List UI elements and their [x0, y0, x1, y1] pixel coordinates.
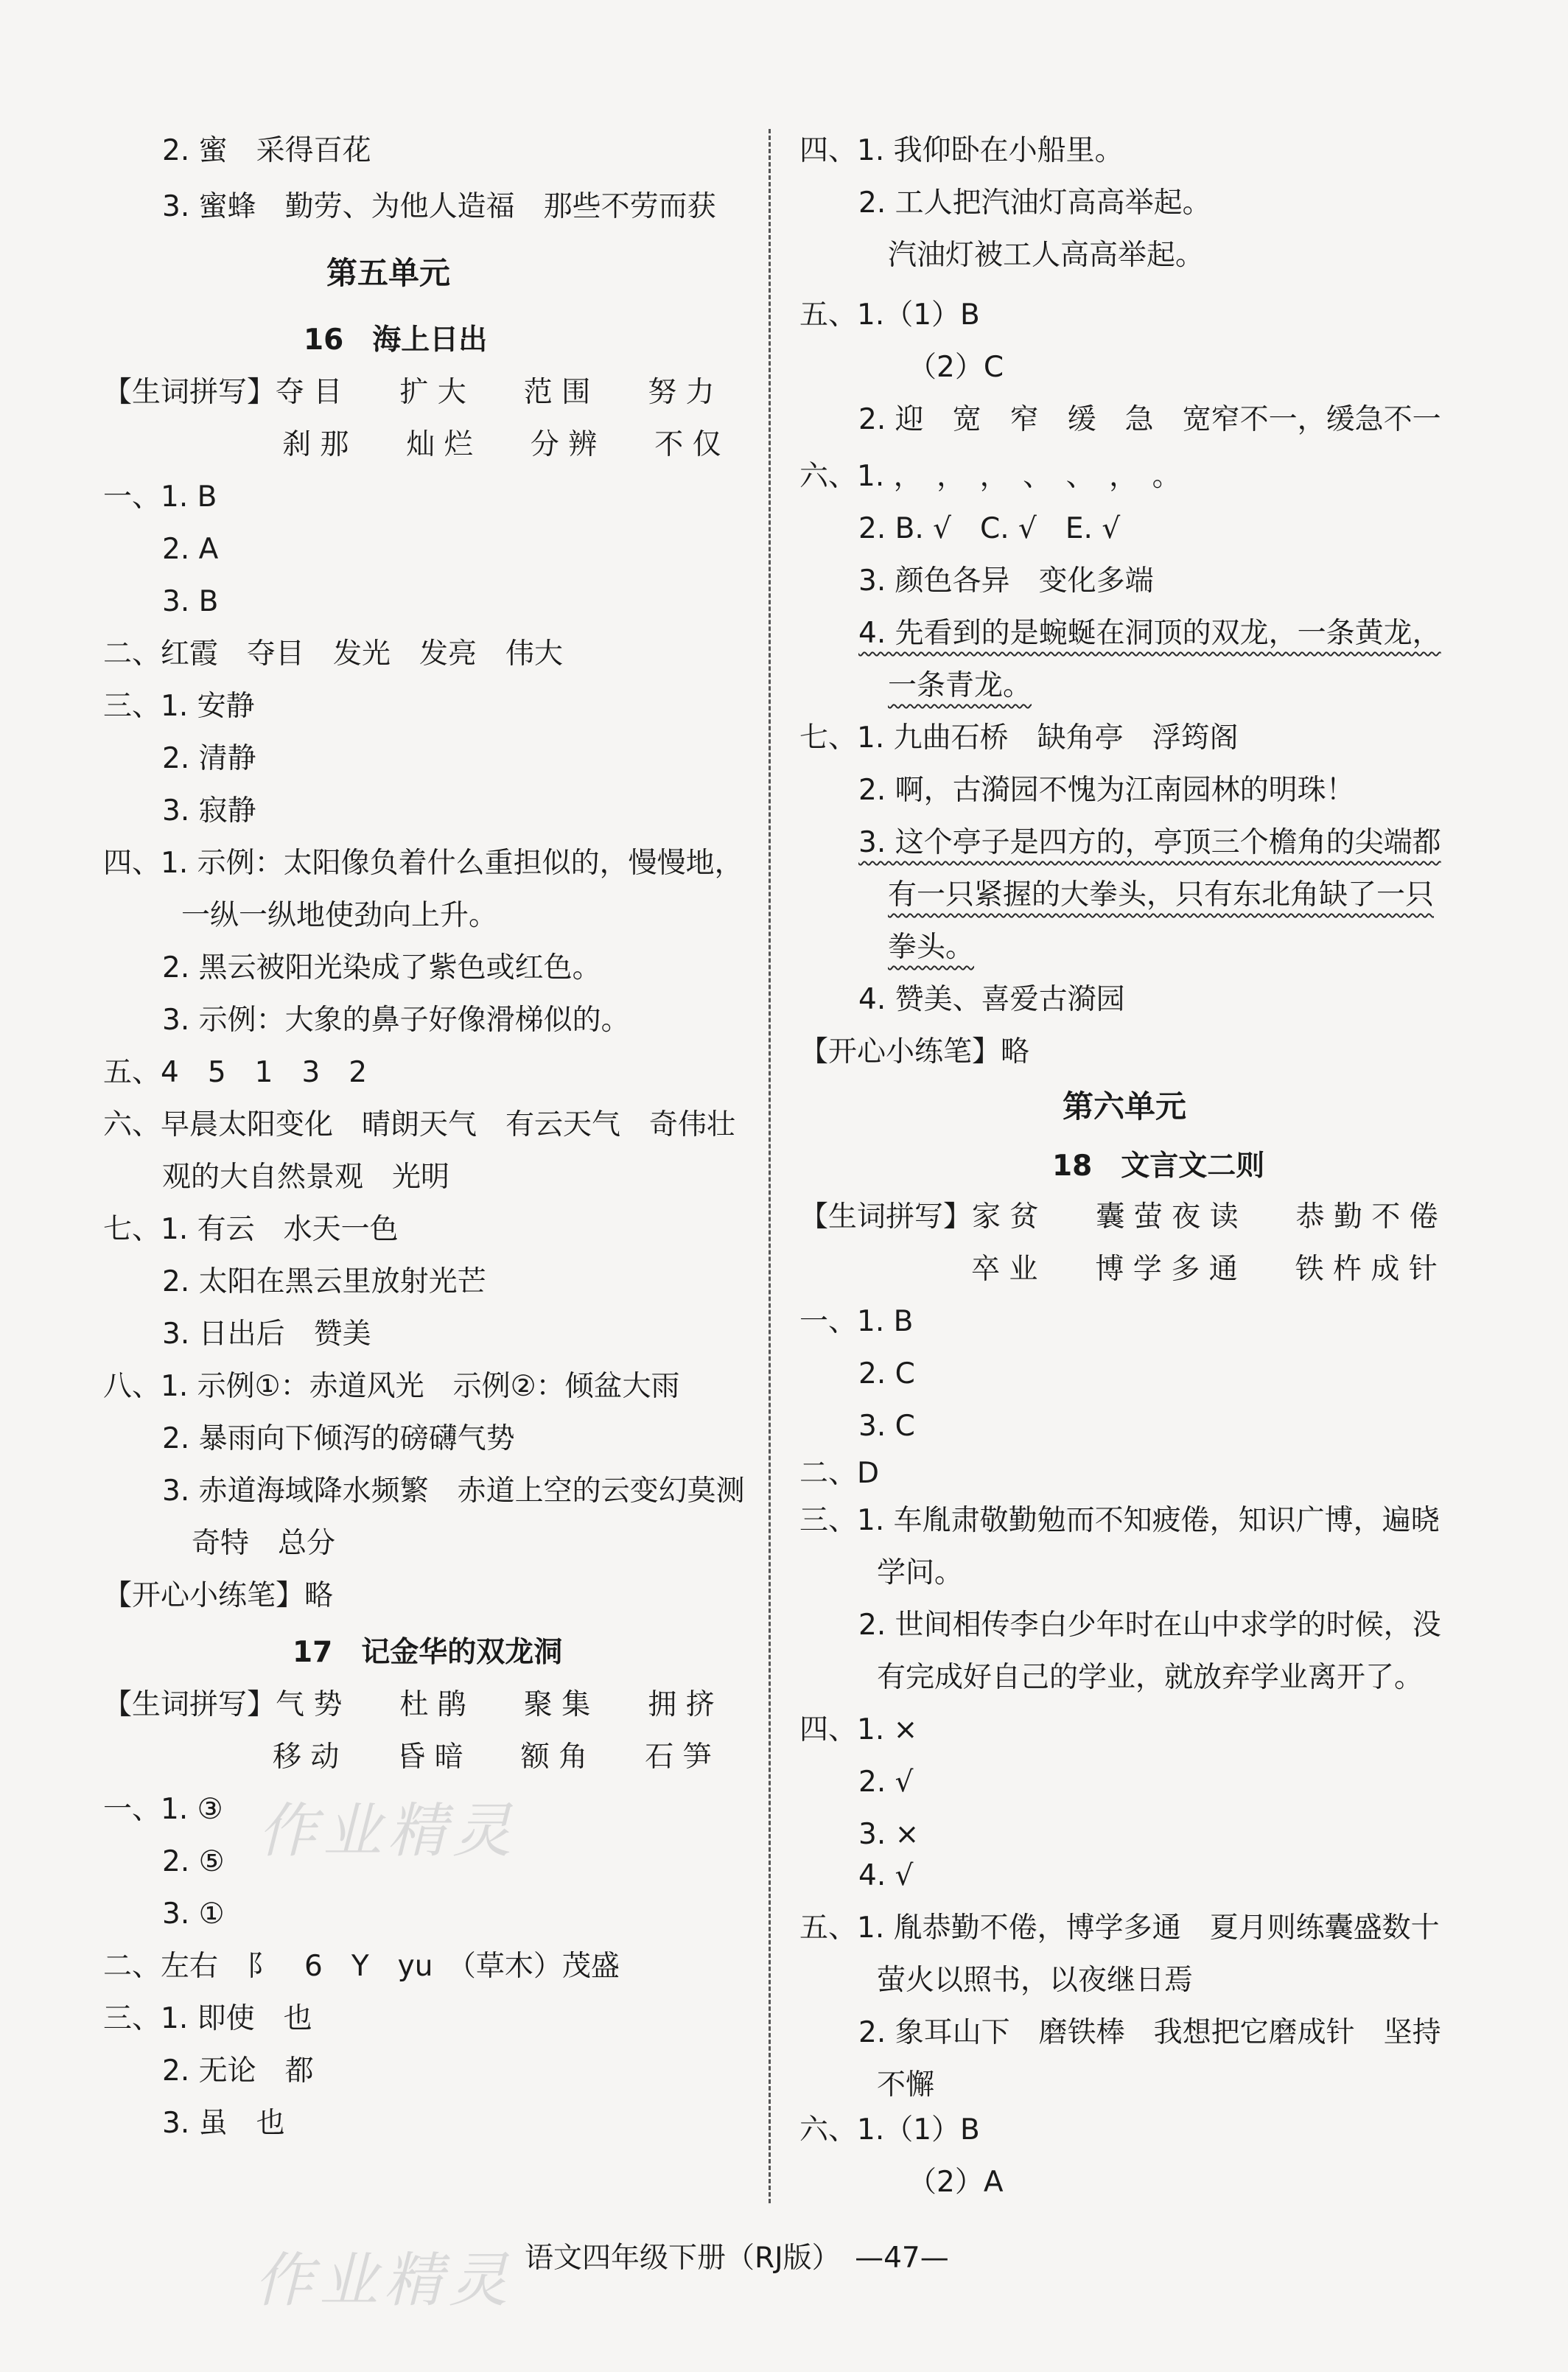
lesson-title: 18 文言文二则: [1052, 1150, 1265, 1183]
answer-line: 2. 象耳山下 磨铁棒 我想把它磨成针 坚持: [858, 2016, 1441, 2049]
answer-line: 2. C: [858, 1357, 915, 1390]
answer-line: 3. ×: [858, 1818, 920, 1851]
answer-line: 3. 日出后 赞美: [162, 1318, 371, 1351]
answer-line: 2. B. √ C. √ E. √: [858, 512, 1121, 545]
answer-line: 六、早晨太阳变化 晴朗天气 有云天气 奇伟壮: [103, 1108, 736, 1141]
answer-line: 观的大自然景观 光明: [162, 1161, 450, 1194]
vocab-line: 【生词拼写】夺 目 扩 大 范 围 努 力: [103, 376, 715, 409]
lesson-title: 17 记金华的双龙洞: [293, 1636, 563, 1669]
answer-line: 3. ①: [162, 1897, 225, 1931]
answer-line: 2. 蜜 采得百花: [162, 134, 371, 167]
answer-line: 2. A: [162, 533, 219, 566]
answer-line: 三、1. 车胤肃敬勤勉而不知疲倦，知识广博，遍晓: [799, 1504, 1440, 1537]
answer-line: [858, 612, 1441, 656]
vocab-line: 移 动 昏 暗 额 角 石 笋: [273, 1740, 712, 1774]
answer-line: 一、1. B: [799, 1305, 914, 1338]
answer-line: 3. B: [162, 585, 219, 618]
answer-line: 三、1. 即使 也: [103, 2002, 312, 2035]
answer-line: 四、1. 我仰卧在小船里。: [799, 134, 1124, 167]
answer-line: 二、D: [799, 1457, 880, 1490]
answer-line: 学问。: [877, 1556, 964, 1589]
answer-line: 有完成好自己的学业，就放弃学业离开了。: [877, 1661, 1424, 1694]
answer-line: [888, 873, 1434, 917]
answer-line: 二、红霞 夺目 发光 发亮 伟大: [103, 637, 564, 671]
answer-line: 一纵一纵地使劲向上升。: [181, 899, 498, 932]
answer-line: 2. 工人把汽油灯高高举起。: [858, 186, 1211, 220]
answer-line: 4. √: [858, 1859, 914, 1892]
wavy-underlined-text: 3. 这个亭子是四方的，亭顶三个檐角的尖端都: [858, 826, 1441, 859]
answer-line: 五、4 5 1 3 2: [103, 1056, 368, 1089]
answer-line: [888, 664, 1032, 708]
answer-line: 2. 清静: [162, 742, 256, 775]
watermark-logo: 作业精灵: [258, 1797, 517, 1865]
answer-line: 【开心小练笔】略: [799, 1035, 1030, 1068]
answer-line: 七、1. 九曲石桥 缺角亭 浮筠阁: [799, 721, 1239, 755]
answer-line: 2. 太阳在黑云里放射光芒: [162, 1265, 486, 1298]
answer-line: 2. 黑云被阳光染成了紫色或红色。: [162, 951, 601, 984]
answer-line: 【开心小练笔】略: [103, 1579, 334, 1612]
wavy-underlined-text: 一条青龙。: [888, 669, 1032, 702]
answer-line: [858, 821, 1441, 865]
answer-line: 2. 暴雨向下倾泻的磅礴气势: [162, 1422, 515, 1455]
answer-line: [888, 926, 974, 970]
vocab-line: 卒 业 博 学 多 通 铁 杵 成 针: [971, 1253, 1438, 1286]
column-divider: [769, 129, 771, 2203]
answer-line: 奇特 总分: [192, 1527, 336, 1560]
answer-line: 3. 虽 也: [162, 2107, 285, 2140]
wavy-underlined-text: 拳头。: [888, 931, 975, 964]
answer-line: 3. 寂静: [162, 794, 256, 828]
answer-line: 八、1. 示例①：赤道风光 示例②：倾盆大雨: [103, 1370, 680, 1403]
answer-line: 四、1. ×: [799, 1713, 918, 1746]
answer-line: 3. 蜜蜂 勤劳、为他人造福 那些不劳而获: [162, 190, 716, 223]
answer-line: 五、1. 胤恭勤不倦，博学多通 夏月则练囊盛数十: [799, 1911, 1440, 1945]
answer-line: 2. 世间相传李白少年时在山中求学的时候，没: [858, 1609, 1441, 1642]
wavy-underlined-text: 4. 先看到的是蜿蜒在洞顶的双龙，一条黄龙，: [858, 617, 1441, 650]
answer-line: 2. √: [858, 1766, 914, 1799]
answer-line: 二、左右 阝 6 Y yu （草木）茂盛: [103, 1950, 620, 1983]
answer-line: （2）A: [908, 2166, 1004, 2199]
answer-line: 3. 示例：大象的鼻子好像滑梯似的。: [162, 1004, 630, 1037]
answer-line: 萤火以照书，以夜继日焉: [877, 1964, 1194, 1997]
answer-line: 2. ⑤: [162, 1845, 225, 1878]
answer-line: 六、1.（1）B: [799, 2113, 980, 2147]
answer-line: 四、1. 示例：太阳像负着什么重担似的，慢慢地，: [103, 847, 743, 880]
answer-line: 2. 啊，古漪园不愧为江南园林的明珠！: [858, 774, 1355, 807]
answer-line: 汽油灯被工人高高举起。: [888, 239, 1205, 272]
answer-line: 六、1. ， ， ， 、 、 ， 。: [799, 460, 1181, 493]
answer-line: 一、1. B: [103, 480, 217, 514]
vocab-line: 【生词拼写】气 势 杜 鹃 聚 集 拥 挤: [103, 1688, 715, 1721]
unit-heading: 第六单元: [1063, 1088, 1187, 1124]
page-footer: 语文四年级下册（RJ版） —47—: [525, 2242, 949, 2275]
lesson-title: 16 海上日出: [304, 323, 488, 357]
answer-line: 3. 颜色各异 变化多端: [858, 564, 1154, 598]
watermark-logo: 作业精灵: [254, 2246, 514, 2315]
answer-line: （2）C: [908, 351, 1004, 384]
answer-line: 三、1. 安静: [103, 690, 255, 723]
wavy-underlined-text: 有一只紧握的大拳头，只有东北角缺了一只: [888, 878, 1435, 912]
vocab-line: 刹 那 灿 烂 分 辨 不 仅: [282, 428, 721, 461]
answer-line: 不懈: [877, 2068, 935, 2102]
answer-line: 2. 无论 都: [162, 2054, 314, 2088]
answer-line: 4. 赞美、喜爱古漪园: [858, 983, 1125, 1016]
answer-line: 2. 迎 宽 窄 缓 急 宽窄不一，缓急不一: [858, 403, 1441, 436]
answer-line: 一、1. ③: [103, 1793, 223, 1826]
answer-line: 3. C: [858, 1410, 915, 1443]
answer-line: 3. 赤道海域降水频繁 赤道上空的云变幻莫测: [162, 1474, 745, 1508]
unit-heading: 第五单元: [326, 255, 451, 291]
vocab-line: 【生词拼写】家 贫 囊 萤 夜 读 恭 勤 不 倦: [799, 1200, 1438, 1234]
answer-line: 七、1. 有云 水天一色: [103, 1213, 399, 1246]
answer-line: 五、1.（1）B: [799, 298, 980, 332]
